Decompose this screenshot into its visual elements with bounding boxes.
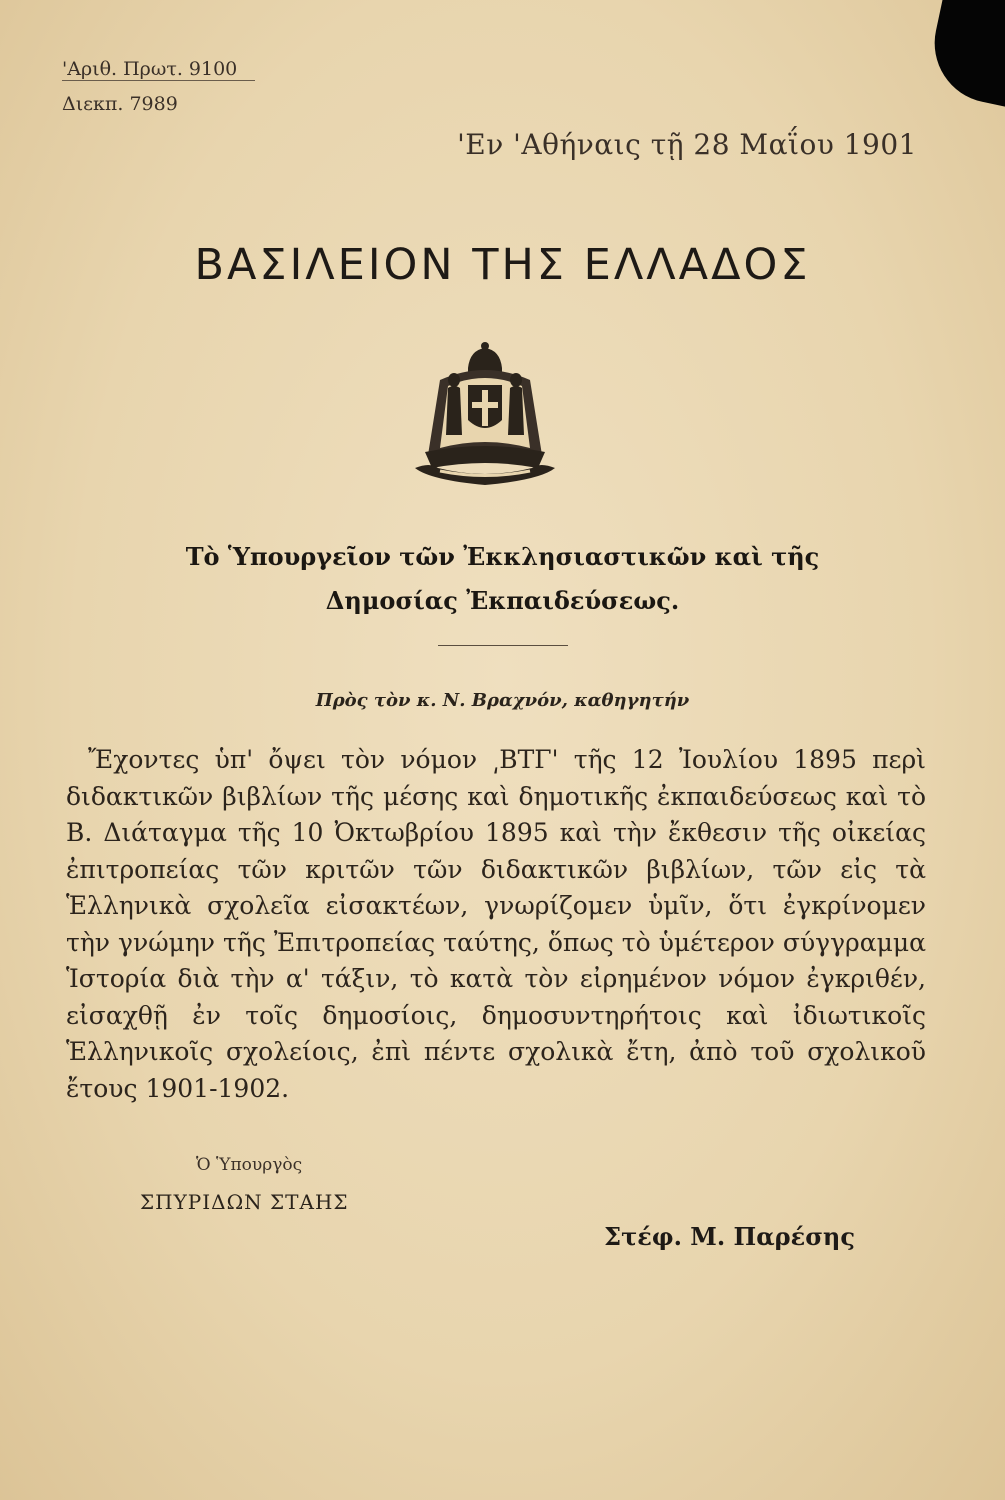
divider <box>438 645 568 646</box>
letter-body <box>66 742 926 1107</box>
addressee: Πρὸς τὸν κ. Ν. Βραχνόν, καθηγητήν <box>315 690 690 711</box>
dispatch-number: Διεκπ. 7989 <box>62 93 178 115</box>
royal-coat-of-arms-icon <box>410 340 560 490</box>
document-date: 'Εν 'Αθήναις τῇ 28 Μαΐου 1901 <box>457 128 917 161</box>
page-title: ΒΑΣΙΛΕΙΟΝ ΤΗΣ ΕΛΛΑΔΟΣ <box>194 240 811 290</box>
signatory-name: ΣΠΥΡΙΔΩΝ ΣΤΑΗΣ <box>140 1190 349 1214</box>
signature: Στέφ. Μ. Παρέσης <box>604 1222 855 1251</box>
signatory-role: Ὁ Ὑπουργὸς <box>196 1155 303 1175</box>
ministry-heading <box>0 535 1005 623</box>
letter-paragraph: Ἔχοντες ὑπ' ὄψει τὸν νόμον ͵ΒΤΓ' τῆς 12 Ἰουλίου 1895 περὶ διδακτικῶν βιβλίων τῆς μέσης καὶ δημοτικῆς ἐκπαιδεύσεως καὶ τὸ Β. Διάταγμα τῆς 10 Ὀκτωβρίου 1895 καὶ τὴν ἔκθεσιν τῆς οἰκείας ἐπιτροπείας τῶν κριτῶν τῶν διδακτικῶν βιβλίων, τῶν εἰς τὰ Ἑλληνικὰ σχολεῖα εἰσακτέων, γνωρίζομεν ὑμῖν, ὅτι ἐγκρίνομεν τὴν γνώμην τῆς Ἐπιτροπείας ταύτης, ὅπως τὸ ὑμέτερον σύγγραμμα Ἱστορία διὰ τὴν α' τάξιν, τὸ κατὰ τὸν εἰρημένον νόμον ἐγκριθέν, εἰσαχθῇ ἐν τοῖς δημοσίοις, δημοσυντηρήτοις καὶ ἰδιωτικοῖς Ἑλληνικοῖς σχολείοις, ἐπὶ πέντε σχολικὰ ἔτη, ἀπὸ τοῦ σχολικοῦ ἔτους 1901-1902. <box>66 745 926 1103</box>
torn-corner <box>924 0 1005 108</box>
ministry-line-2: Δημοσίας Ἐκπαιδεύσεως. <box>325 586 680 615</box>
ministry-line-1: Τὸ Ὑπουργεῖον τῶν Ἐκκλησιαστικῶν καὶ τῆς <box>185 542 820 571</box>
protocol-number: 'Αριθ. Πρωτ. 9100 <box>62 58 255 81</box>
